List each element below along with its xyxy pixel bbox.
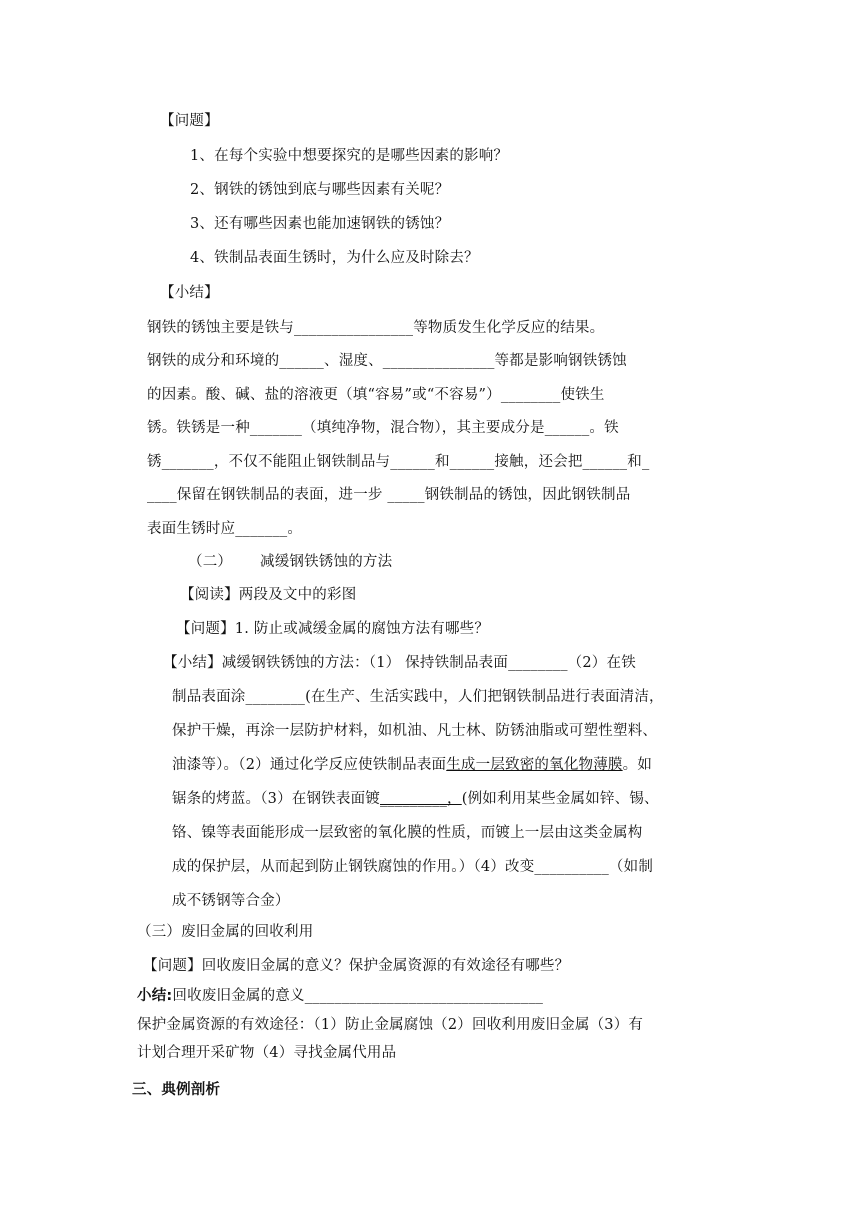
summary-text: 锯条的烤蓝。（3）在钢铁表面镀 bbox=[172, 791, 380, 807]
summary-line: 表面生锈时应_______。 bbox=[147, 521, 303, 537]
part2-summary-line: 成的保护层，从而起到防止钢铁腐蚀的作用。）（4）改变__________（如制 bbox=[172, 859, 654, 875]
summary-text: 油漆等）。（2）通过化学反应使铁制品表面 bbox=[172, 757, 447, 773]
summary-heading: 【小结】 bbox=[160, 285, 219, 301]
summary-label: 小结: bbox=[137, 988, 173, 1004]
part4-title: 三、典例剖析 bbox=[132, 1082, 221, 1098]
question-item-2: 2、钢铁的锈蚀到底与哪些因素有关呢？ bbox=[190, 182, 450, 198]
part2-title-number: （二） bbox=[188, 554, 233, 570]
part3-title: （三）废旧金属的回收利用 bbox=[137, 924, 314, 940]
part3-summary bbox=[137, 986, 543, 1006]
part2-reading: 【阅读】两段及文中的彩图 bbox=[180, 587, 357, 603]
part2-summary-line: 保护干燥，再涂一层防护材料，如机油、凡士林、防锈油脂或可塑性塑料、 bbox=[172, 723, 658, 739]
part2-summary-line bbox=[172, 755, 652, 775]
summary-text: 。如 bbox=[622, 757, 653, 773]
summary-line: 钢铁的锈蚀主要是铁与________________等物质发生化学反应的结果。 bbox=[147, 320, 605, 336]
part2-summary-line: 制品表面涂________(在生产、生活实践中，人们把钢铁制品进行表面清洁， bbox=[172, 689, 664, 705]
summary-line: 锈。铁锈是一种_______（填纯净物，混合物），其主要成分是______。铁 bbox=[147, 420, 619, 436]
summary-text: 回收废旧金属的意义________________________________ bbox=[172, 988, 544, 1004]
part2-summary-line: 铬、镍等表面能形成一层致密的氧化膜的性质，而镀上一层由这类金属构 bbox=[172, 825, 643, 841]
summary-line: 的因素。酸、碱、盐的溶液更（填“容易”或“不容易”）________使铁生 bbox=[147, 387, 605, 403]
part2-summary-line bbox=[172, 789, 659, 809]
summary-line: 锈_______，不仅不能阻止钢铁制品与______和______接触，还会把______和_ bbox=[147, 454, 650, 470]
summary-text: (例如利用某些金属如锌、锡、 bbox=[461, 791, 659, 807]
part2-summary-line: 【小结】减缓钢铁锈蚀的方法：（1） 保持铁制品表面________（2）在铁 bbox=[163, 655, 636, 671]
question-item-1: 1、在每个实验中想要探究的是哪些因素的影响？ bbox=[190, 148, 509, 164]
part3-ways-line: 计划合理开采矿物（4）寻找金属代用品 bbox=[137, 1045, 397, 1061]
summary-line: 钢铁的成分和环境的______、湿度、_______________等都是影响钢铁锈蚀 bbox=[147, 353, 627, 369]
part2-title: 减缓钢铁锈蚀的方法 bbox=[260, 554, 393, 570]
part2-summary-line: 成不锈钢等合金） bbox=[172, 893, 290, 909]
summary-line: ____保留在钢铁制品的表面，进一步 _____钢铁制品的锈蚀，因此钢铁制品 bbox=[147, 487, 631, 503]
underlined-answer: 生成一层致密的氧化物薄膜 bbox=[446, 757, 623, 773]
questions-heading: 【问题】 bbox=[160, 113, 219, 129]
underlined-blank: _________， bbox=[379, 791, 462, 807]
part3-ways-line: 保护金属资源的有效途径：（1）防止金属腐蚀（2）回收利用废旧金属（3）有 bbox=[137, 1017, 644, 1033]
part2-question: 【问题】1. 防止或减缓金属的腐蚀方法有哪些？ bbox=[176, 621, 490, 637]
question-item-4: 4、铁制品表面生锈时，为什么应及时除去？ bbox=[190, 250, 479, 266]
question-item-3: 3、还有哪些因素也能加速钢铁的锈蚀？ bbox=[190, 216, 450, 232]
part3-question: 【问题】回收废旧金属的意义？保护金属资源的有效途径有哪些？ bbox=[143, 958, 570, 974]
